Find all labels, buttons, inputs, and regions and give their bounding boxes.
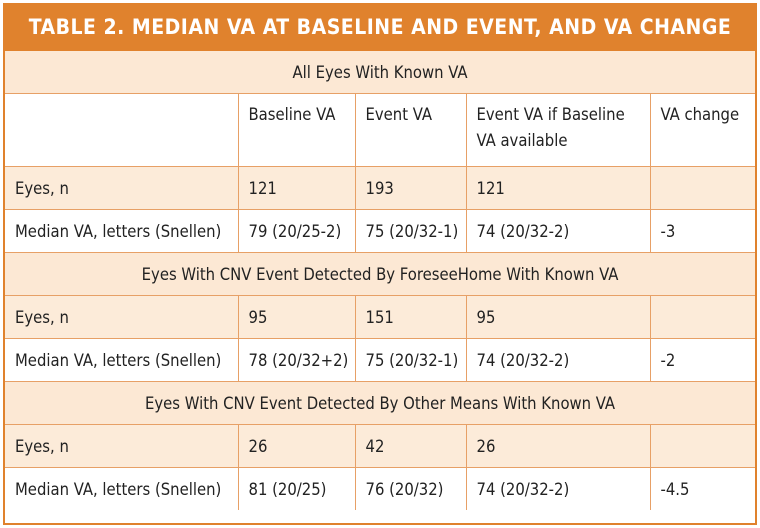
section-heading: Eyes With CNV Event Detected By Other Means With Known VA [5, 382, 755, 425]
cell-baseline: 79 (20/25-2) [238, 210, 355, 253]
column-header-event-if-baseline: Event VA if Baseline VA available [466, 94, 650, 167]
cell-baseline: 121 [238, 167, 355, 210]
cell-change [650, 296, 755, 339]
section-heading: All Eyes With Known VA [5, 51, 755, 94]
cell-baseline: 95 [238, 296, 355, 339]
row-label: Eyes, n [5, 425, 238, 468]
cell-change: -3 [650, 210, 755, 253]
row-label: Eyes, n [5, 167, 238, 210]
column-header-baseline: Baseline VA [238, 94, 355, 167]
cell-event-if-baseline: 95 [466, 296, 650, 339]
cell-event: 76 (20/32) [355, 468, 466, 511]
table-row [5, 339, 755, 382]
cell-event: 75 (20/32-1) [355, 210, 466, 253]
table-row [5, 210, 755, 253]
cell-change [650, 425, 755, 468]
cell-event: 151 [355, 296, 466, 339]
cell-event: 42 [355, 425, 466, 468]
data-table [5, 51, 755, 510]
section-heading-row [5, 382, 755, 425]
table-row [5, 167, 755, 210]
cell-event-if-baseline: 121 [466, 167, 650, 210]
cell-event: 193 [355, 167, 466, 210]
cell-change: -2 [650, 339, 755, 382]
cell-baseline: 78 (20/32+2) [238, 339, 355, 382]
cell-baseline: 81 (20/25) [238, 468, 355, 511]
row-label: Median VA, letters (Snellen) [5, 468, 238, 511]
column-header-blank [5, 94, 238, 167]
cell-event-if-baseline: 26 [466, 425, 650, 468]
table-row [5, 296, 755, 339]
column-header-row [5, 94, 755, 167]
column-header-change: VA change [650, 94, 755, 167]
cell-event-if-baseline: 74 (20/32-2) [466, 210, 650, 253]
section-heading: Eyes With CNV Event Detected By ForeseeHome With Known VA [5, 253, 755, 296]
cell-event-if-baseline: 74 (20/32-2) [466, 339, 650, 382]
cell-event: 75 (20/32-1) [355, 339, 466, 382]
column-header-event: Event VA [355, 94, 466, 167]
cell-change [650, 167, 755, 210]
cell-baseline: 26 [238, 425, 355, 468]
section-heading-row [5, 253, 755, 296]
table-frame [3, 3, 757, 525]
table-row [5, 425, 755, 468]
row-label: Median VA, letters (Snellen) [5, 339, 238, 382]
row-label: Eyes, n [5, 296, 238, 339]
table-title: TABLE 2. MEDIAN VA AT BASELINE AND EVENT, AND VA CHANGE [5, 5, 755, 51]
table-row [5, 468, 755, 511]
cell-event-if-baseline: 74 (20/32-2) [466, 468, 650, 511]
cell-change: -4.5 [650, 468, 755, 511]
row-label: Median VA, letters (Snellen) [5, 210, 238, 253]
section-heading-row [5, 51, 755, 94]
